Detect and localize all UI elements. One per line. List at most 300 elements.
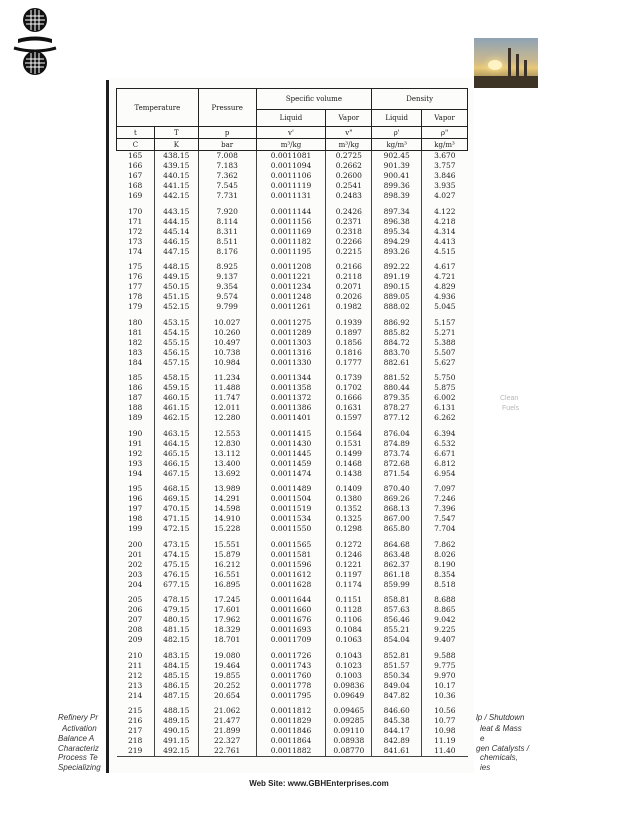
table-cell: 7.396 (422, 504, 468, 514)
table-cell: 0.1739 (326, 373, 372, 383)
table-cell: 883.70 (372, 348, 422, 358)
table-cell: 11.234 (198, 373, 256, 383)
table-cell: 0.1380 (326, 494, 372, 504)
table-cell: 10.027 (198, 318, 256, 328)
table-row (117, 358, 468, 368)
table-cell: 4.936 (422, 292, 468, 302)
table-cell: 889.05 (372, 292, 422, 302)
table-cell: 0.09285 (326, 716, 372, 726)
table-cell: 0.0011234 (256, 282, 326, 292)
table-cell: 447.15 (154, 247, 198, 257)
table-cell: 209 (128, 635, 143, 644)
table-cell: 850.34 (372, 671, 422, 681)
table-cell: 6.262 (422, 413, 468, 423)
table-cell: 202 (128, 559, 143, 569)
table-row (117, 484, 468, 494)
table-cell: 869.26 (372, 494, 422, 504)
table-cell: 483.15 (154, 651, 198, 661)
table-cell: 464.15 (154, 439, 198, 449)
table-cell: 846.60 (372, 706, 422, 716)
table-cell: 879.35 (372, 393, 422, 403)
table-cell: 0.2662 (326, 161, 372, 171)
table-cell: 0.2071 (326, 282, 372, 292)
table-cell: 0.0011248 (256, 292, 326, 302)
table-cell: 467.15 (154, 469, 198, 479)
table-cell: 10.497 (198, 338, 256, 348)
table-cell: 896.38 (372, 217, 422, 227)
table-cell: 0.1438 (326, 469, 372, 479)
table-cell: 0.0011795 (256, 691, 326, 701)
table-cell: 175 (128, 262, 143, 271)
table-cell: 0.0011504 (256, 494, 326, 504)
table-cell: 0.1702 (326, 383, 372, 393)
table-row (117, 469, 468, 479)
table-cell: 4.027 (422, 191, 468, 201)
table-cell: 867.00 (372, 514, 422, 524)
table-cell: 0.2541 (326, 181, 372, 191)
table-cell: 18.329 (198, 625, 256, 635)
bg-text-right-5: chemicals, (480, 753, 518, 762)
table-cell: 895.34 (372, 227, 422, 237)
table-row (117, 262, 468, 272)
table-cell: 0.2118 (326, 272, 372, 282)
symbol-rho-liquid: ρ' (372, 127, 422, 139)
table-cell: 0.1197 (326, 570, 372, 580)
table-cell: 488.15 (154, 706, 198, 716)
table-cell: 0.2318 (326, 227, 372, 237)
table-row (117, 429, 468, 439)
table-cell: 203 (128, 569, 143, 579)
table-cell: 169 (128, 191, 143, 200)
table-cell: 0.1666 (326, 393, 372, 403)
table-cell: 0.0011289 (256, 328, 326, 338)
table-cell: 188 (128, 403, 143, 412)
table-cell: 0.1939 (326, 318, 372, 328)
table-cell: 5.627 (422, 358, 468, 368)
table-cell: 0.0011106 (256, 171, 326, 181)
table-row (117, 691, 468, 701)
table-cell: 4.413 (422, 237, 468, 247)
table-cell: 7.362 (198, 171, 256, 181)
table-row (117, 302, 468, 312)
header-density: Density (372, 89, 468, 110)
table-cell: 0.2266 (326, 237, 372, 247)
header-density-liquid: Liquid (372, 110, 422, 127)
table-cell: 189 (128, 413, 143, 422)
table-cell: 0.0011778 (256, 681, 326, 691)
table-cell: 9.137 (198, 272, 256, 282)
table-cell: 855.21 (372, 625, 422, 635)
bg-text-right-4: gen Catalysts / (476, 744, 529, 753)
table-cell: 870.40 (372, 484, 422, 494)
table-cell: 7.097 (422, 484, 468, 494)
table-cell: 17.601 (198, 605, 256, 615)
table-cell: 0.0011581 (256, 550, 326, 560)
table-cell: 890.15 (372, 282, 422, 292)
table-cell: 863.48 (372, 550, 422, 560)
table-cell: 204 (128, 579, 143, 589)
unit-rho-liquid: kg/m³ (372, 139, 422, 151)
table-cell: 0.1468 (326, 459, 372, 469)
table-cell: 214 (128, 690, 143, 700)
table-cell: 184 (128, 357, 143, 367)
table-cell: 0.1043 (326, 651, 372, 661)
table-cell: 858.81 (372, 595, 422, 605)
table-cell: 5.271 (422, 328, 468, 338)
header-sv-vapor: Vapor (326, 110, 372, 127)
table-cell: 0.1272 (326, 540, 372, 550)
table-cell: 0.08770 (326, 746, 372, 757)
header-temperature: Temperature (117, 89, 199, 127)
table-cell: 10.56 (422, 706, 468, 716)
table-cell: 180 (128, 317, 143, 327)
table-row (117, 625, 468, 635)
table-cell: 0.1151 (326, 595, 372, 605)
table-cell: 0.0011316 (256, 348, 326, 358)
table-cell: 187 (128, 393, 143, 402)
table-cell: 0.1128 (326, 605, 372, 615)
table-cell: 442.15 (154, 191, 198, 201)
table-cell: 856.46 (372, 615, 422, 625)
header-density-vapor: Vapor (422, 110, 468, 127)
table-cell: 462.15 (154, 413, 198, 423)
unit-celsius: C (117, 139, 155, 151)
table-cell: 0.0011550 (256, 524, 326, 534)
table-cell: 677.15 (154, 580, 198, 590)
table-cell: 0.0011612 (256, 570, 326, 580)
table-cell: 438.15 (154, 151, 198, 162)
table-cell: 0.2026 (326, 292, 372, 302)
table-row (117, 635, 468, 645)
table-cell: 0.1084 (326, 625, 372, 635)
table-cell: 0.1106 (326, 615, 372, 625)
table-row (117, 181, 468, 191)
table-row (117, 615, 468, 625)
table-cell: 7.920 (198, 207, 256, 217)
table-cell: 0.0011081 (256, 151, 326, 162)
table-cell: 847.82 (372, 691, 422, 701)
table-cell: 15.879 (198, 550, 256, 560)
table-cell: 480.15 (154, 615, 198, 625)
table-cell: 876.04 (372, 429, 422, 439)
table-cell: 0.09836 (326, 681, 372, 691)
table-cell: 9.354 (198, 282, 256, 292)
table-cell: 490.15 (154, 726, 198, 736)
table-cell: 0.0011208 (256, 262, 326, 272)
table-cell: 190 (128, 428, 143, 438)
symbol-p: p (198, 127, 256, 139)
symbol-v-liquid: v' (256, 127, 326, 139)
table-cell: 0.0011676 (256, 615, 326, 625)
table-row (117, 282, 468, 292)
table-cell: 873.74 (372, 449, 422, 459)
table-row (117, 540, 468, 550)
table-cell: 868.13 (372, 504, 422, 514)
table-cell: 6.532 (422, 439, 468, 449)
table-row (117, 171, 468, 181)
table-cell: 0.09649 (326, 691, 372, 701)
table-cell: 168 (128, 181, 143, 190)
table-row (117, 681, 468, 691)
table-row (117, 716, 468, 726)
table-cell: 14.598 (198, 504, 256, 514)
table-cell: 219 (117, 746, 155, 757)
table-cell: 198 (128, 514, 143, 523)
table-cell: 472.15 (154, 524, 198, 534)
table-cell: 196 (128, 494, 143, 503)
table-cell: 468.15 (154, 484, 198, 494)
table-cell: 0.0011596 (256, 560, 326, 570)
table-cell: 0.0011743 (256, 661, 326, 671)
table-cell: 8.190 (422, 560, 468, 570)
table-cell: 8.026 (422, 550, 468, 560)
table-cell: 7.704 (422, 524, 468, 534)
table-cell: 475.15 (154, 560, 198, 570)
unit-bar: bar (198, 139, 256, 151)
table-cell: 5.507 (422, 348, 468, 358)
table-row (117, 348, 468, 358)
table-cell: 206 (128, 605, 143, 614)
table-cell: 7.731 (198, 191, 256, 201)
unit-kelvin: K (154, 139, 198, 151)
table-cell: 0.0011094 (256, 161, 326, 171)
table-cell: 17.962 (198, 615, 256, 625)
table-cell: 207 (128, 615, 143, 624)
table-cell: 0.0011303 (256, 338, 326, 348)
table-cell: 0.0011401 (256, 413, 326, 423)
table-cell: 439.15 (154, 161, 198, 171)
table-cell: 864.68 (372, 540, 422, 550)
table-row (117, 318, 468, 328)
table-cell: 0.2725 (326, 151, 372, 162)
table-cell: 453.15 (154, 318, 198, 328)
unit-v-vapor: m³/kg (326, 139, 372, 151)
table-cell: 491.15 (154, 736, 198, 746)
table-row (117, 524, 468, 534)
table-cell: 11.747 (198, 393, 256, 403)
table-cell: 13.989 (198, 484, 256, 494)
table-cell: 0.09110 (326, 726, 372, 736)
table-cell: 478.15 (154, 595, 198, 605)
table-cell: 0.0011846 (256, 726, 326, 736)
table-cell: 465.15 (154, 449, 198, 459)
bg-text-left-2: Activation (62, 724, 97, 733)
table-cell: 12.553 (198, 429, 256, 439)
table-cell: 901.39 (372, 161, 422, 171)
table-cell: 14.291 (198, 494, 256, 504)
table-cell: 10.98 (422, 726, 468, 736)
table-cell: 0.1409 (326, 484, 372, 494)
table-cell: 470.15 (154, 504, 198, 514)
table-cell: 0.1003 (326, 671, 372, 681)
table-cell: 0.2600 (326, 171, 372, 181)
table-cell: 446.15 (154, 237, 198, 247)
table-cell: 842.89 (372, 736, 422, 746)
table-cell: 186 (128, 383, 143, 392)
table-cell: 8.176 (198, 247, 256, 257)
table-cell: 17.245 (198, 595, 256, 605)
table-row (117, 726, 468, 736)
table-cell: 0.0011221 (256, 272, 326, 282)
table-cell: 7.545 (198, 181, 256, 191)
table-cell: 15.228 (198, 524, 256, 534)
table-cell: 0.0011864 (256, 736, 326, 746)
table-row (117, 449, 468, 459)
table-cell: 3.935 (422, 181, 468, 191)
table-cell: 0.0011275 (256, 318, 326, 328)
table-row (117, 393, 468, 403)
table-cell: 898.39 (372, 191, 422, 201)
table-row (117, 328, 468, 338)
table-cell: 871.54 (372, 469, 422, 479)
table-cell: 482.15 (154, 635, 198, 645)
table-row (117, 560, 468, 570)
table-cell: 5.157 (422, 318, 468, 328)
table-cell: 8.311 (198, 227, 256, 237)
table-cell: 182 (128, 337, 143, 347)
table-cell: 6.671 (422, 449, 468, 459)
table-cell: 11.19 (422, 736, 468, 746)
table-cell: 0.0011474 (256, 469, 326, 479)
table-cell: 461.15 (154, 403, 198, 413)
table-cell: 8.518 (422, 580, 468, 590)
table-cell: 459.15 (154, 383, 198, 393)
faint-fuels-text: Fuels (502, 405, 520, 412)
table-cell: 20.654 (198, 691, 256, 701)
table-cell: 457.15 (154, 358, 198, 368)
table-cell: 0.2215 (326, 247, 372, 257)
table-cell: 9.588 (422, 651, 468, 661)
table-cell: 878.27 (372, 403, 422, 413)
table-cell: 479.15 (154, 605, 198, 615)
steam-table-body (117, 151, 468, 757)
table-cell: 9.042 (422, 615, 468, 625)
table-cell: 440.15 (154, 171, 198, 181)
table-cell: 443.15 (154, 207, 198, 217)
table-cell: 0.0011386 (256, 403, 326, 413)
table-cell: 0.1298 (326, 524, 372, 534)
table-cell: 900.41 (372, 171, 422, 181)
table-row (117, 459, 468, 469)
table-cell: 865.80 (372, 524, 422, 534)
table-cell: 0.1246 (326, 550, 372, 560)
table-cell: 891.19 (372, 272, 422, 282)
table-cell: 12.830 (198, 439, 256, 449)
table-cell: 0.1777 (326, 358, 372, 368)
table-cell: 899.36 (372, 181, 422, 191)
table-cell: 884.72 (372, 338, 422, 348)
table-row (117, 191, 468, 201)
faint-clean-text: Clean (500, 395, 519, 402)
table-cell: 0.0011693 (256, 625, 326, 635)
table-cell: 882.61 (372, 358, 422, 368)
table-cell: 210 (128, 650, 143, 660)
table-cell: 8.114 (198, 217, 256, 227)
table-cell: 3.757 (422, 161, 468, 171)
table-row (117, 580, 468, 590)
table-cell: 5.750 (422, 373, 468, 383)
table-cell: 10.17 (422, 681, 468, 691)
table-cell: 0.0011760 (256, 671, 326, 681)
table-cell: 216 (128, 716, 143, 725)
table-cell: 0.0011829 (256, 716, 326, 726)
table-cell: 455.15 (154, 338, 198, 348)
table-cell: 874.89 (372, 439, 422, 449)
table-cell: 7.183 (198, 161, 256, 171)
table-row (117, 161, 468, 171)
table-cell: 200 (128, 539, 143, 549)
table-cell: 0.0011534 (256, 514, 326, 524)
table-row (117, 403, 468, 413)
table-cell: 466.15 (154, 459, 198, 469)
table-cell: 3.670 (422, 151, 468, 162)
table-cell: 849.04 (372, 681, 422, 691)
table-row (117, 706, 468, 716)
table-cell: 178 (128, 292, 143, 301)
table-cell: 201 (128, 549, 143, 559)
header-sv-liquid: Liquid (256, 110, 326, 127)
table-cell: 6.812 (422, 459, 468, 469)
table-cell: 892.22 (372, 262, 422, 272)
table-row (117, 514, 468, 524)
table-cell: 451.15 (154, 292, 198, 302)
table-cell: 0.1174 (326, 580, 372, 590)
table-cell: 16.212 (198, 560, 256, 570)
table-cell: 179 (128, 302, 143, 311)
table-cell: 474.15 (154, 550, 198, 560)
table-cell: 185 (128, 373, 143, 382)
table-cell: 205 (128, 595, 143, 604)
table-cell: 13.692 (198, 469, 256, 479)
table-cell: 485.15 (154, 671, 198, 681)
table-cell: 0.0011182 (256, 237, 326, 247)
table-cell: 8.511 (198, 237, 256, 247)
table-cell: 16.895 (198, 580, 256, 590)
table-row (117, 338, 468, 348)
table-cell: 851.57 (372, 661, 422, 671)
table-row (117, 151, 468, 162)
table-cell: 208 (128, 625, 143, 634)
table-cell: 0.0011169 (256, 227, 326, 237)
table-cell: 7.008 (198, 151, 256, 162)
table-cell: 449.15 (154, 272, 198, 282)
table-cell: 0.0011415 (256, 429, 326, 439)
table-cell: 859.99 (372, 580, 422, 590)
table-cell: 0.1597 (326, 413, 372, 423)
table-cell: 10.36 (422, 691, 468, 701)
table-cell: 174 (128, 246, 143, 256)
table-cell: 897.34 (372, 207, 422, 217)
table-row (117, 237, 468, 247)
table-cell: 4.122 (422, 207, 468, 217)
table-row (117, 373, 468, 383)
table-cell: 463.15 (154, 429, 198, 439)
table-cell: 0.0011882 (256, 746, 326, 757)
table-row (117, 595, 468, 605)
table-cell: 4.721 (422, 272, 468, 282)
table-cell: 460.15 (154, 393, 198, 403)
table-cell: 9.775 (422, 661, 468, 671)
table-cell: 167 (128, 171, 143, 180)
table-cell: 9.407 (422, 635, 468, 645)
table-cell: 0.0011344 (256, 373, 326, 383)
table-cell: 191 (128, 438, 143, 448)
table-cell: 852.81 (372, 651, 422, 661)
table-cell: 0.0011156 (256, 217, 326, 227)
table-cell: 8.688 (422, 595, 468, 605)
table-cell: 861.18 (372, 570, 422, 580)
table-cell: 6.131 (422, 403, 468, 413)
